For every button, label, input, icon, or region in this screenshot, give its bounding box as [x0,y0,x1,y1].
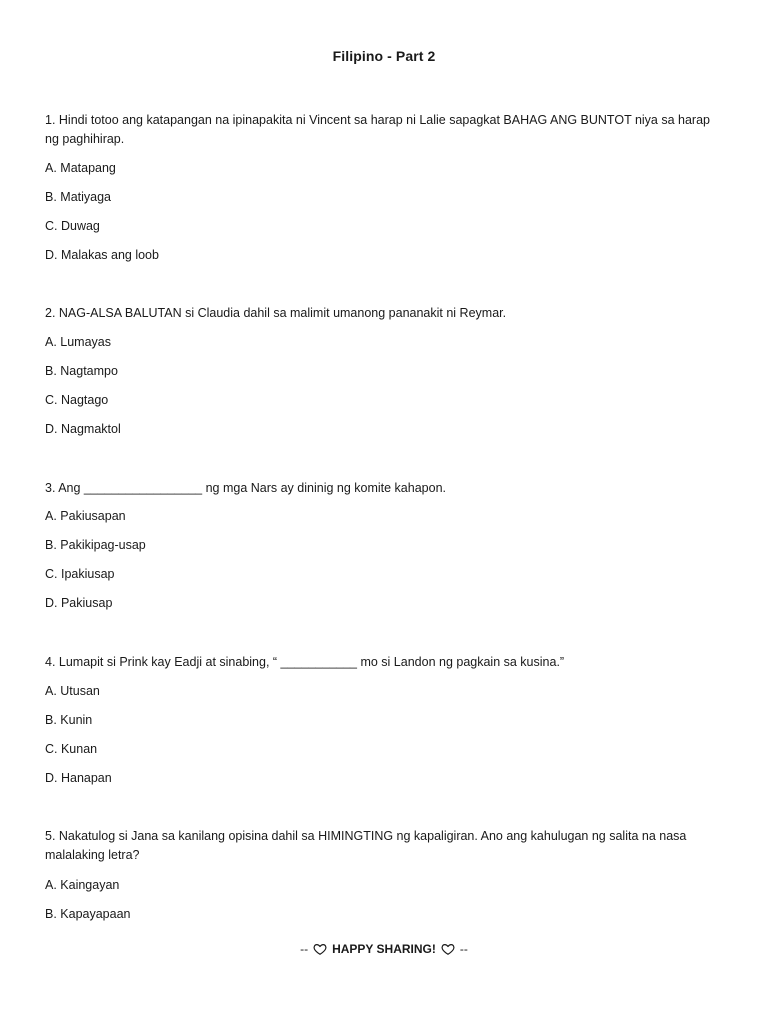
question-1-option-a [45,160,725,176]
question-3-option-b [45,537,725,553]
answer-option: B. Nagtampo [45,364,118,378]
question-1-option-c [45,218,725,234]
question-3-option-a [45,508,725,524]
question-text: 1. Hindi totoo ang katapangan na ipinapakita ni Vincent sa harap ni Lalie sapagkat BAHAG ANG BUNTOT niya sa harap ng paghihirap. [45,113,710,146]
question-text: 5. Nakatulog si Jana sa kanilang opisina dahil sa HIMINGTING ng kapaligiran. Ano ang kahulugan ng salita na nasa malalaking letra? [45,829,687,862]
footer-prefix: -- [300,942,309,956]
question-4 [45,653,725,672]
answer-option: B. Kapayapaan [45,907,131,921]
question-2-option-c [45,392,725,408]
question-1 [45,111,725,149]
answer-option: A. Matapang [45,161,116,175]
question-text: 3. Ang _________________ ng mga Nars ay dininig ng komite kahapon. [45,481,446,495]
question-5-option-b [45,906,725,922]
question-1-option-b [45,189,725,205]
question-3-option-d [45,595,725,611]
question-3 [45,479,725,498]
question-2-option-d [45,421,725,437]
question-5 [45,827,725,865]
question-2-option-a [45,334,725,350]
answer-option: B. Matiyaga [45,190,112,204]
answer-option: B. Pakikipag-usap [45,538,146,552]
answer-option: B. Kunin [45,713,93,727]
question-2-option-b [45,363,725,379]
footer-text: HAPPY SHARING! [332,942,436,956]
answer-option: A. Utusan [45,684,100,698]
question-2 [45,304,725,323]
answer-option: A. Pakiusapan [45,509,126,523]
answer-option: D. Hanapan [45,771,112,785]
question-text: 2. NAG-ALSA BALUTAN si Claudia dahil sa malimit umanong pananakit ni Reymar. [45,306,507,320]
heart-outline-icon [441,942,455,956]
question-3-option-c [45,566,725,582]
question-5-option-a [45,877,725,893]
answer-option: C. Nagtago [45,393,109,407]
answer-option: D. Malakas ang loob [45,248,159,262]
answer-option: C. Duwag [45,219,100,233]
page-title: Filipino - Part 2 [332,48,436,64]
question-1-option-d [45,247,725,263]
question-4-option-c [45,741,725,757]
footer-suffix: -- [459,942,468,956]
answer-option: A. Lumayas [45,335,112,349]
heart-outline-icon [313,942,327,956]
question-4-option-b [45,712,725,728]
answer-option: D. Pakiusap [45,596,113,610]
question-4-option-a [45,683,725,699]
answer-option: D. Nagmaktol [45,422,121,436]
answer-option: C. Ipakiusap [45,567,115,581]
question-4-option-d [45,770,725,786]
footer [0,942,768,956]
answer-option: A. Kaingayan [45,878,120,892]
answer-option: C. Kunan [45,742,98,756]
question-text: 4. Lumapit si Prink kay Eadji at sinabing, “ ___________ mo si Landon ng pagkain sa kusina.” [45,655,565,669]
